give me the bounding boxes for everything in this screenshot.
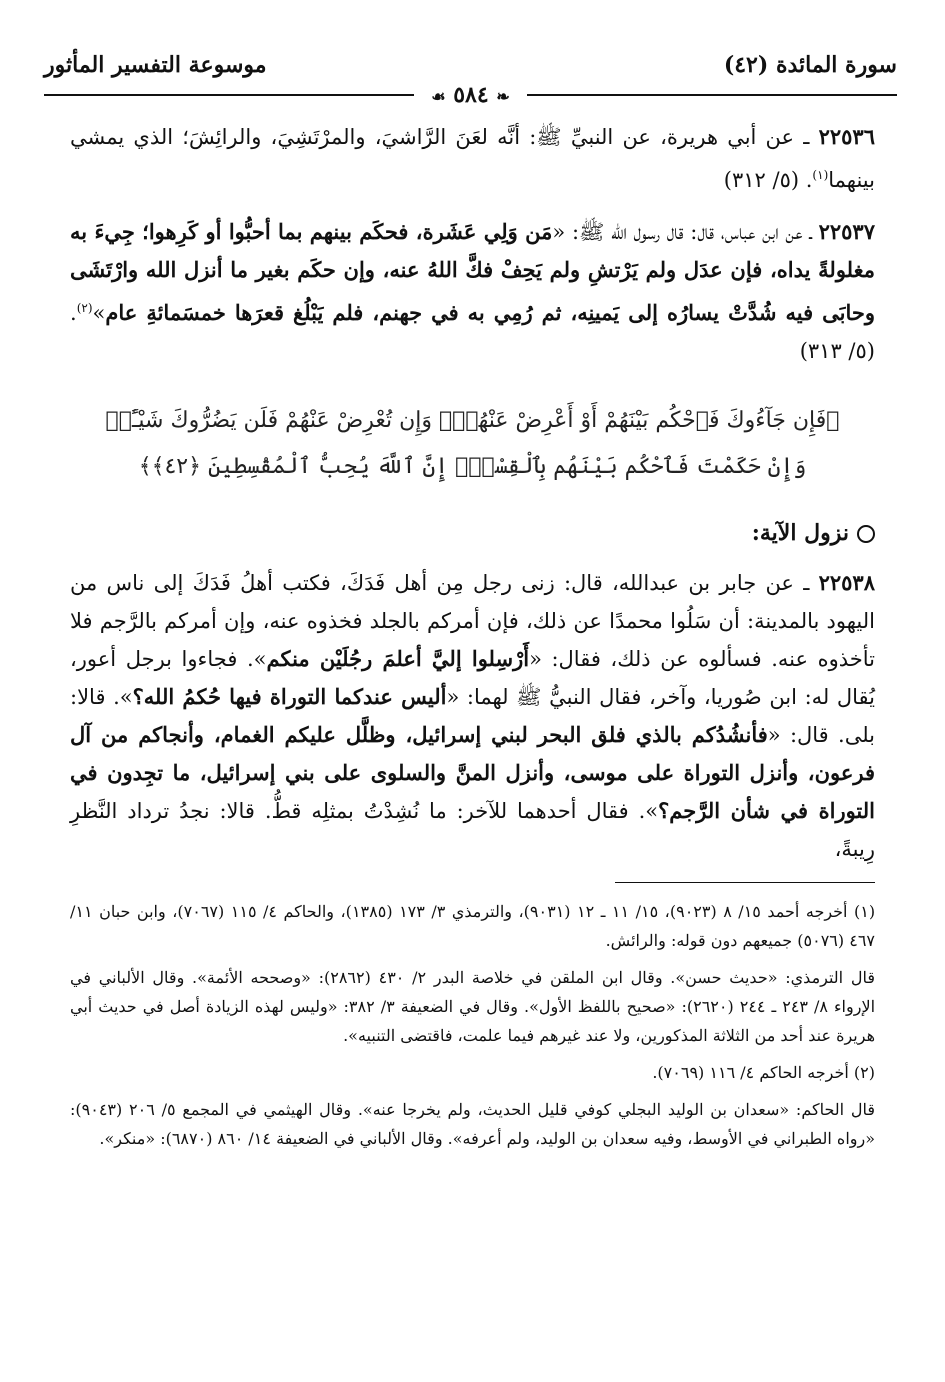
- page-header: [44, 52, 897, 108]
- flower-icon: [857, 525, 875, 543]
- entry-text: ». قالا: بلى. قال: «: [70, 685, 875, 747]
- hadith-quote: فأنشُدُكم بالذي فلق البحر لبني إسرائيل، وظلَّل عليكم الغمام، وأنجاكم من آل فرعون، وأنزل التوراة على موسى، وأنزل المنَّ والسلوى على بني إسرائيل، ما تجِدون في التوراة في شأن الرَّجم؟: [70, 722, 875, 823]
- footnote: (٢) أخرجه الحاكم ٤/ ١١٦ (٧٠٦٩).: [652, 1063, 875, 1082]
- entry-text: ـ عن جابر بن عبدالله، قال: زنى رجل مِن أهل فَدَكَ، فكتب أهلُ فَدَكَ إلى ناس من اليهود بالمدينة: أن سَلُوا محمدًا عن ذلك، فإن أمركم بالجلد فخذوه عنه، وإن أمركم بالرَّجم فلا تأخذوه عنه. فسألوه عن ذلك، فقال: «: [70, 571, 875, 671]
- ornament-icon: ☙: [431, 87, 446, 106]
- entry-text: ». فقال أحدهما للآخر: ما نُشِدْتُ بمثلِه قطُّ. قالا: نجدُ ترداد النَّظرِ رِيبةً،: [70, 799, 875, 861]
- book-title: موسوعة التفسير المأثور: [44, 52, 267, 78]
- footnote-ref: (١): [812, 168, 829, 182]
- hadith-entry: [70, 213, 875, 370]
- ornament-icon: ❧: [496, 87, 510, 106]
- entry-source: . (٥/ ٣١٣): [70, 301, 875, 363]
- entry-text: ». فجاءوا برجل أعور، يُقال له: ابن صُوريا، وآخر، فقال النبيُّ ﷺ لهما: «: [70, 647, 875, 709]
- entry-source: . (٥/ ٣١٢): [723, 168, 813, 192]
- page-body: [70, 118, 875, 1161]
- footnote-ref: (٢): [76, 301, 93, 315]
- verse-line: وَإِنْ حَكَمْتَ فَٱحْكُم بَيْنَهُم بِٱلْقِسْطِۚ إِنَّ ٱللَّهَ يُحِبُّ ٱلْمُقْسِطِينَ ﴿٤٢﴾﴾: [138, 454, 807, 479]
- entry-number: ٢٢٥٣٦: [818, 124, 875, 149]
- section-heading: [70, 514, 875, 552]
- header-rule-left: [44, 94, 414, 96]
- footnotes: [70, 897, 875, 1153]
- footnote-separator: [615, 882, 875, 883]
- surah-title: سورة المائدة (٤٢): [723, 52, 897, 78]
- entry-number: ٢٢٥٣٧: [818, 219, 875, 244]
- footnote: (١) أخرجه أحمد ١٥/ ٨ (٩٠٢٣)، ١٥/ ١١ ـ ١٢ (٩٠٣١)، والترمذي ٣/ ١٧٣ (١٣٨٥)، والحاكم ٤/ ١١٥ (٧٠٦٧)، وابن حبان ١١/ ٤٦٧ (٥٠٧٦) جميعهم دون قوله: والرائش.: [70, 902, 876, 950]
- entry-number: ٢٢٥٣٨: [818, 570, 875, 595]
- entry-text: ـ عن ابن عباس، قال: قال رسول الله ﷺ: «: [552, 220, 819, 244]
- section-heading-text: نزول الآية:: [751, 520, 849, 546]
- page-number-value: ٥٨٤: [453, 82, 489, 108]
- verse-line: ﴿فَإِن جَآءُوكَ فَٱحْكُم بَيْنَهُمْ أَوْ أَعْرِضْ عَنْهُمْۖ وَإِن تُعْرِضْ عَنْهُمْ فَلَن يَضُرُّوكَ شَيْـًٔاۖ: [105, 408, 840, 433]
- quote-close: »: [92, 301, 106, 325]
- hadith-entry: [70, 564, 875, 868]
- hadith-quote: مَن وَلِي عَشَرة، فحكَم بينهم بما أحبُّوا أو كَرِهوا؛ جِيءَ به مغلولةً يداه، فإن عدَل ولم يَرْتشِ ولم يَحِفْ فكَّ اللهُ عنه، وإن حكَم بغير ما أنزل الله وارْتَشَى وحابَى فيه شُدَّتْ يسارُه إلى يَمينِه، ثم رُمِي به في جهنم، فلم يَبْلُغ قعرَها خمسَمائةِ عام: [70, 219, 875, 325]
- footnote: قال الترمذي: «حديث حسن». وقال ابن الملقن في خلاصة البدر ٢/ ٤٣٠ (٢٨٦٢): «وصححه الأئمة». وقال الألباني في الإرواء ٨/ ٢٤٣ ـ ٢٤٤ (٢٦٢٠): «صحيح باللفظ الأول». وقال في الضعيفة ٣/ ٣٨٢: «وليس لهذه الزيادة أصل في حديث أبي هريرة عند أحد من الثلاثة المذكورين، ولا عند غيرهم فيما علمت، فاقتضى التنبيه».: [70, 968, 876, 1045]
- header-rule-right: [527, 94, 897, 96]
- hadith-quote: أَرْسِلوا إليَّ أعلمَ رجُلَيْن منكم: [266, 646, 530, 671]
- page-number: [431, 82, 510, 108]
- quran-verse: [70, 398, 875, 490]
- hadith-entry: [70, 118, 875, 199]
- entry-text: ـ عن أبي هريرة، عن النبيِّ ﷺ: أنَّه لعَنَ الرَّاشيَ، والمرْتَشِيَ، والرائِشَ؛ الذي يمشي بينهما: [70, 125, 875, 192]
- footnote: قال الحاكم: «سعدان بن الوليد البجلي كوفي قليل الحديث، ولم يخرجا عنه». وقال الهيثمي في المجمع ٥/ ٢٠٦ (٩٠٤٣): «رواه الطبراني في الأوسط، وفيه سعدان بن الوليد، ولم أعرفه». وقال الألباني في الضعيفة ١٤/ ٨٦٠ (٦٨٧٠): «منكر».: [70, 1100, 876, 1148]
- hadith-quote: أليس عندكما التوراة فيها حُكمُ الله؟: [132, 684, 447, 709]
